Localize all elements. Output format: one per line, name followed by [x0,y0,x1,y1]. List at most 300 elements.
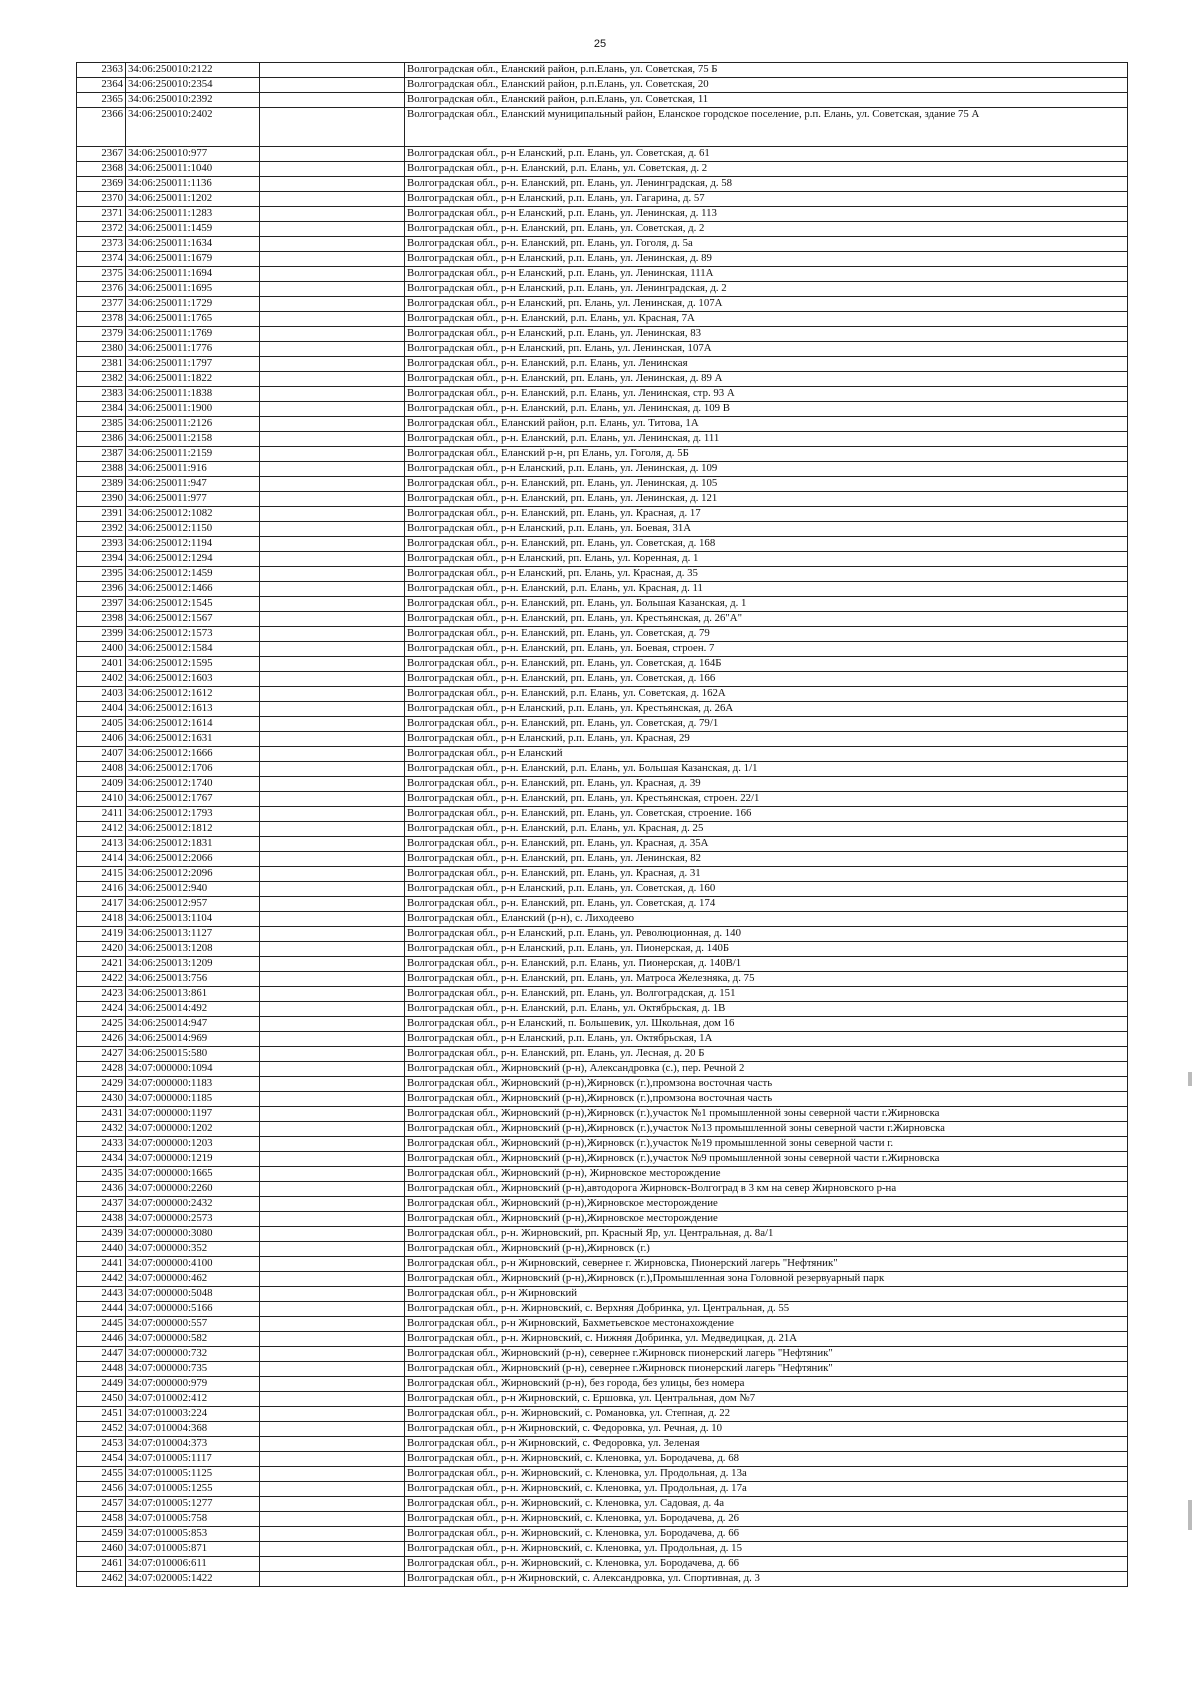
empty-cell [260,1047,405,1062]
empty-cell [260,522,405,537]
row-number: 2408 [77,762,126,777]
table-row [77,957,1128,972]
empty-cell [260,1572,405,1587]
table-row [77,1182,1128,1197]
table-row [77,462,1128,477]
empty-cell [260,1062,405,1077]
address: Волгоградская обл., р-н. Жирновский, с. Кленовка, ул. Бородачева, д. 26 [405,1512,1128,1527]
empty-cell [260,222,405,237]
table-row [77,1527,1128,1542]
address: Волгоградская обл., р-н. Еланский, рп. Елань, ул. Крестьянская, строен. 22/1 [405,792,1128,807]
row-number: 2371 [77,207,126,222]
cadastral-number: 34:06:250012:1466 [126,582,260,597]
table-row [77,867,1128,882]
address: Волгоградская обл., р-н. Еланский, р.п. Елань, ул. Красная, д. 11 [405,582,1128,597]
empty-cell [260,1377,405,1392]
address: Волгоградская обл., р-н Еланский, рп. Елань, ул. Ленинская, д. 107А [405,297,1128,312]
row-number: 2379 [77,327,126,342]
table-row [77,1227,1128,1242]
address: Волгоградская обл., р-н Жирновский [405,1287,1128,1302]
row-number: 2427 [77,1047,126,1062]
empty-cell [260,237,405,252]
row-number: 2453 [77,1437,126,1452]
table-row [77,1167,1128,1182]
row-number: 2441 [77,1257,126,1272]
cadastral-number: 34:06:250013:861 [126,987,260,1002]
address: Волгоградская обл., Еланский район, р.п.Елань, ул. Советская, 11 [405,93,1128,108]
address: Волгоградская обл., р-н. Еланский, рп. Елань, ул. Красная, д. 35А [405,837,1128,852]
cadastral-number: 34:07:010005:1277 [126,1497,260,1512]
row-number: 2422 [77,972,126,987]
cadastral-number: 34:06:250012:940 [126,882,260,897]
cadastral-number: 34:07:010005:1117 [126,1452,260,1467]
empty-cell [260,1407,405,1422]
address: Волгоградская обл., р-н. Еланский, р.п. Елань, ул. Ленинская, д. 109 В [405,402,1128,417]
table-row [77,912,1128,927]
empty-cell [260,1422,405,1437]
address: Волгоградская обл., р-н Еланский, р.п. Елань, ул. Ленинская, д. 109 [405,462,1128,477]
empty-cell [260,1092,405,1107]
table-row [77,237,1128,252]
empty-cell [260,1542,405,1557]
address: Волгоградская обл., р-н Еланский, р.п. Елань, ул. Советская, д. 160 [405,882,1128,897]
table-row [77,612,1128,627]
registry-table-body [77,63,1128,1587]
cadastral-number: 34:06:250011:2126 [126,417,260,432]
table-row [77,702,1128,717]
row-number: 2450 [77,1392,126,1407]
empty-cell [260,552,405,567]
empty-cell [260,1392,405,1407]
row-number: 2398 [77,612,126,627]
address: Волгоградская обл., р-н. Жирновский, рп. Красный Яр, ул. Центральная, д. 8а/1 [405,1227,1128,1242]
table-row [77,672,1128,687]
empty-cell [260,672,405,687]
cadastral-number: 34:06:250011:1900 [126,402,260,417]
empty-cell [260,1497,405,1512]
empty-cell [260,507,405,522]
row-number: 2415 [77,867,126,882]
row-number: 2414 [77,852,126,867]
address: Волгоградская обл., р-н. Еланский, рп. Елань, ул. Советская, д. 174 [405,897,1128,912]
row-number: 2434 [77,1152,126,1167]
empty-cell [260,1302,405,1317]
empty-cell [260,882,405,897]
row-number: 2430 [77,1092,126,1107]
cadastral-number: 34:06:250012:1082 [126,507,260,522]
cadastral-number: 34:06:250011:947 [126,477,260,492]
table-row [77,1107,1128,1122]
row-number: 2400 [77,642,126,657]
row-number: 2421 [77,957,126,972]
row-number: 2386 [77,432,126,447]
table-row [77,597,1128,612]
row-number: 2393 [77,537,126,552]
address: Волгоградская обл., р-н. Еланский, рп. Елань, ул. Крестьянская, д. 26"А" [405,612,1128,627]
empty-cell [260,1197,405,1212]
address: Волгоградская обл., р-н. Еланский, рп. Елань, ул. Большая Казанская, д. 1 [405,597,1128,612]
address: Волгоградская обл., Еланский район, р.п. Елань, ул. Титова, 1А [405,417,1128,432]
cadastral-number: 34:06:250011:1695 [126,282,260,297]
cadastral-number: 34:07:000000:3080 [126,1227,260,1242]
address: Волгоградская обл., Жирновский (р-н), без города, без улицы, без номера [405,1377,1128,1392]
cadastral-number: 34:06:250012:1612 [126,687,260,702]
empty-cell [260,1437,405,1452]
row-number: 2384 [77,402,126,417]
empty-cell [260,1287,405,1302]
address: Волгоградская обл., р-н Еланский, р.п. Елань, ул. Пионерская, д. 140Б [405,942,1128,957]
table-row [77,582,1128,597]
row-number: 2459 [77,1527,126,1542]
address: Волгоградская обл., р-н. Еланский, рп. Елань, ул. Ленинская, 82 [405,852,1128,867]
table-row [77,1377,1128,1392]
address: Волгоградская обл., р-н. Еланский, рп. Елань, ул. Матроса Железняка, д. 75 [405,972,1128,987]
empty-cell [260,987,405,1002]
address: Волгоградская обл., Жирновский (р-н),Жирновск (г.) [405,1242,1128,1257]
row-number: 2390 [77,492,126,507]
cadastral-number: 34:07:000000:2260 [126,1182,260,1197]
table-row [77,1332,1128,1347]
row-number: 2380 [77,342,126,357]
row-number: 2368 [77,162,126,177]
empty-cell [260,792,405,807]
table-row [77,1452,1128,1467]
empty-cell [260,1002,405,1017]
row-number: 2363 [77,63,126,78]
empty-cell [260,93,405,108]
table-row [77,387,1128,402]
row-number: 2365 [77,93,126,108]
empty-cell [260,267,405,282]
empty-cell [260,1137,405,1152]
cadastral-number: 34:07:000000:1185 [126,1092,260,1107]
address: Волгоградская обл., Жирновский (р-н),Жирновск (г.),Промышленная зона Головной резервуарный парк [405,1272,1128,1287]
table-row [77,147,1128,162]
empty-cell [260,78,405,93]
table-row [77,1572,1128,1587]
row-number: 2447 [77,1347,126,1362]
cadastral-number: 34:07:000000:1203 [126,1137,260,1152]
table-row [77,567,1128,582]
cadastral-number: 34:06:250011:916 [126,462,260,477]
empty-cell [260,1272,405,1287]
address: Волгоградская обл., р-н Жирновский, с. Федоровка, ул. Зеленая [405,1437,1128,1452]
table-row [77,417,1128,432]
cadastral-number: 34:06:250012:957 [126,897,260,912]
cadastral-number: 34:06:250015:580 [126,1047,260,1062]
address: Волгоградская обл., Жирновский (р-н),Жирновск (г.),промзона восточная часть [405,1092,1128,1107]
address: Волгоградская обл., р-н. Еланский, рп. Елань, ул. Советская, д. 2 [405,222,1128,237]
empty-cell [260,642,405,657]
cadastral-number: 34:06:250012:1613 [126,702,260,717]
row-number: 2378 [77,312,126,327]
address: Волгоградская обл., р-н. Еланский, р.п. Елань, ул. Ленинская, стр. 93 А [405,387,1128,402]
cadastral-number: 34:06:250012:2096 [126,867,260,882]
empty-cell [260,1032,405,1047]
address: Волгоградская обл., р-н Жирновский, с. Федоровка, ул. Речная, д. 10 [405,1422,1128,1437]
address: Волгоградская обл., р-н. Еланский, рп. Елань, ул. Красная, д. 39 [405,777,1128,792]
empty-cell [260,447,405,462]
row-number: 2432 [77,1122,126,1137]
row-number: 2402 [77,672,126,687]
cadastral-number: 34:07:010005:871 [126,1542,260,1557]
table-row [77,357,1128,372]
row-number: 2387 [77,447,126,462]
row-number: 2440 [77,1242,126,1257]
cadastral-number: 34:07:000000:557 [126,1317,260,1332]
table-row [77,807,1128,822]
table-row [77,1422,1128,1437]
empty-cell [260,1347,405,1362]
address: Волгоградская обл., Жирновский (р-н),Жирновское месторождение [405,1212,1128,1227]
cadastral-number: 34:06:250011:1634 [126,237,260,252]
table-row [77,372,1128,387]
table-row [77,432,1128,447]
empty-cell [260,927,405,942]
row-number: 2411 [77,807,126,822]
cadastral-number: 34:06:250011:1822 [126,372,260,387]
table-row [77,897,1128,912]
cadastral-number: 34:06:250010:2402 [126,108,260,147]
empty-cell [260,582,405,597]
empty-cell [260,1107,405,1122]
row-number: 2456 [77,1482,126,1497]
table-row [77,1122,1128,1137]
address: Волгоградская обл., Жирновский (р-н), севернее г.Жирновск пионерский лагерь "Нефтяник" [405,1362,1128,1377]
empty-cell [260,762,405,777]
table-row [77,1137,1128,1152]
address: Волгоградская обл., Жирновский (р-н),Жирновск (г.),участок №9 промышленной зоны северной части г.Жирновска [405,1152,1128,1167]
empty-cell [260,1182,405,1197]
row-number: 2457 [77,1497,126,1512]
table-row [77,537,1128,552]
row-number: 2443 [77,1287,126,1302]
address: Волгоградская обл., р-н. Еланский, рп. Елань, ул. Советская, д. 166 [405,672,1128,687]
table-row [77,882,1128,897]
table-row [77,972,1128,987]
row-number: 2403 [77,687,126,702]
cadastral-number: 34:07:010005:758 [126,1512,260,1527]
empty-cell [260,297,405,312]
table-row [77,927,1128,942]
table-row [77,987,1128,1002]
table-row [77,477,1128,492]
table-row [77,942,1128,957]
empty-cell [260,537,405,552]
row-number: 2376 [77,282,126,297]
row-number: 2438 [77,1212,126,1227]
table-row [77,78,1128,93]
address: Волгоградская обл., Еланский р-н, рп Елань, ул. Гоголя, д. 5Б [405,447,1128,462]
table-row [77,1212,1128,1227]
cadastral-number: 34:06:250012:1603 [126,672,260,687]
row-number: 2373 [77,237,126,252]
table-row [77,1392,1128,1407]
cadastral-number: 34:06:250011:1040 [126,162,260,177]
cadastral-number: 34:06:250012:1595 [126,657,260,672]
cadastral-number: 34:06:250012:1459 [126,567,260,582]
row-number: 2405 [77,717,126,732]
row-number: 2388 [77,462,126,477]
empty-cell [260,177,405,192]
table-row [77,657,1128,672]
address: Волгоградская обл., р-н. Жирновский, с. Верхняя Добринка, ул. Центральная, д. 55 [405,1302,1128,1317]
row-number: 2461 [77,1557,126,1572]
cadastral-number: 34:07:000000:1202 [126,1122,260,1137]
row-number: 2442 [77,1272,126,1287]
row-number: 2406 [77,732,126,747]
address: Волгоградская обл., р-н. Еланский, рп. Елань, ул. Боевая, строен. 7 [405,642,1128,657]
address: Волгоградская обл., р-н Еланский, рп. Елань, ул. Красная, д. 35 [405,567,1128,582]
row-number: 2416 [77,882,126,897]
table-row [77,1197,1128,1212]
row-number: 2394 [77,552,126,567]
address: Волгоградская обл., Еланский муниципальный район, Еланское городское поселение, р.п. Елань, ул. Советская, здание 75 А [405,108,1128,147]
registry-table [76,62,1128,1587]
table-row [77,1317,1128,1332]
table-row [77,282,1128,297]
address: Волгоградская обл., р-н Жирновский, с. Ершовка, ул. Центральная, дом №7 [405,1392,1128,1407]
row-number: 2399 [77,627,126,642]
cadastral-number: 34:06:250011:1838 [126,387,260,402]
empty-cell [260,567,405,582]
table-row [77,1437,1128,1452]
cadastral-number: 34:06:250014:947 [126,1017,260,1032]
table-row [77,777,1128,792]
address: Волгоградская обл., р-н. Жирновский, с. Кленовка, ул. Бородачева, д. 66 [405,1557,1128,1572]
empty-cell [260,1017,405,1032]
cadastral-number: 34:06:250011:1797 [126,357,260,372]
address: Волгоградская обл., р-н. Еланский, р.п. Елань, ул. Октябрьская, д. 1В [405,1002,1128,1017]
row-number: 2389 [77,477,126,492]
table-row [77,1152,1128,1167]
empty-cell [260,462,405,477]
row-number: 2436 [77,1182,126,1197]
empty-cell [260,912,405,927]
row-number: 2428 [77,1062,126,1077]
cadastral-number: 34:06:250013:1104 [126,912,260,927]
address: Волгоградская обл., Жирновский (р-н),Жирновск (г.),участок №13 промышленной зоны северной части г.Жирновска [405,1122,1128,1137]
empty-cell [260,1512,405,1527]
address: Волгоградская обл., Еланский район, р.п.Елань, ул. Советская, 20 [405,78,1128,93]
table-row [77,327,1128,342]
table-row [77,252,1128,267]
row-number: 2418 [77,912,126,927]
row-number: 2462 [77,1572,126,1587]
empty-cell [260,1077,405,1092]
row-number: 2364 [77,78,126,93]
cadastral-number: 34:07:000000:4100 [126,1257,260,1272]
row-number: 2460 [77,1542,126,1557]
address: Волгоградская обл., р-н. Еланский, р.п. Елань, ул. Большая Казанская, д. 1/1 [405,762,1128,777]
table-row [77,342,1128,357]
empty-cell [260,252,405,267]
empty-cell [260,897,405,912]
address: Волгоградская обл., р-н. Еланский, р.п. Елань, ул. Красная, д. 25 [405,822,1128,837]
address: Волгоградская обл., р-н. Еланский, рп. Елань, ул. Ленинская, д. 89 А [405,372,1128,387]
table-row [77,732,1128,747]
table-row [77,1287,1128,1302]
page-number: 25 [593,38,607,50]
cadastral-number: 34:06:250012:1666 [126,747,260,762]
cadastral-number: 34:07:010004:373 [126,1437,260,1452]
row-number: 2431 [77,1107,126,1122]
empty-cell [260,207,405,222]
empty-cell [260,1332,405,1347]
empty-cell [260,627,405,642]
address: Волгоградская обл., р-н. Жирновский, с. Кленовка, ул. Продольная, д. 17а [405,1482,1128,1497]
table-row [77,222,1128,237]
address: Волгоградская обл., р-н. Жирновский, с. Кленовка, ул. Продольная, д. 13а [405,1467,1128,1482]
address: Волгоградская обл., Жирновский (р-н),Жирновск (г.),промзона восточная часть [405,1077,1128,1092]
cadastral-number: 34:07:000000:735 [126,1362,260,1377]
cadastral-number: 34:07:000000:352 [126,1242,260,1257]
row-number: 2445 [77,1317,126,1332]
row-number: 2392 [77,522,126,537]
empty-cell [260,1482,405,1497]
row-number: 2410 [77,792,126,807]
cadastral-number: 34:06:250012:1631 [126,732,260,747]
empty-cell [260,1167,405,1182]
row-number: 2448 [77,1362,126,1377]
address: Волгоградская обл., р-н Еланский, р.п. Елань, ул. Гагарина, д. 57 [405,192,1128,207]
empty-cell [260,108,405,147]
address: Волгоградская обл., р-н Еланский, рп. Елань, ул. Ленинская, 107А [405,342,1128,357]
address: Волгоградская обл., Жирновский (р-н), Жирновское месторождение [405,1167,1128,1182]
address: Волгоградская обл., Жирновский (р-н), Александровка (с.), пер. Речной 2 [405,1062,1128,1077]
address: Волгоградская обл., р-н Еланский, п. Большевик, ул. Школьная, дом 16 [405,1017,1128,1032]
address: Волгоградская обл., р-н. Еланский, р.п. Елань, ул. Ленинская, д. 111 [405,432,1128,447]
cadastral-number: 34:06:250012:1150 [126,522,260,537]
row-number: 2369 [77,177,126,192]
empty-cell [260,597,405,612]
cadastral-number: 34:06:250012:1573 [126,627,260,642]
cadastral-number: 34:07:000000:2573 [126,1212,260,1227]
cadastral-number: 34:06:250011:2159 [126,447,260,462]
address: Волгоградская обл., р-н. Еланский, р.п. Елань, ул. Красная, 7А [405,312,1128,327]
table-row [77,507,1128,522]
row-number: 2372 [77,222,126,237]
row-number: 2444 [77,1302,126,1317]
row-number: 2366 [77,108,126,147]
cadastral-number: 34:06:250010:2392 [126,93,260,108]
address: Волгоградская обл., р-н. Жирновский, с. Кленовка, ул. Бородачева, д. 68 [405,1452,1128,1467]
row-number: 2419 [77,927,126,942]
row-number: 2383 [77,387,126,402]
cadastral-number: 34:06:250013:1209 [126,957,260,972]
row-number: 2375 [77,267,126,282]
address: Волгоградская обл., р-н. Еланский, р.п. Елань, ул. Ленинская [405,357,1128,372]
address: Волгоградская обл., р-н Еланский, р.п. Елань, ул. Ленинская, 83 [405,327,1128,342]
address: Волгоградская обл., р-н. Жирновский, с. Кленовка, ул. Продольная, д. 15 [405,1542,1128,1557]
table-row [77,162,1128,177]
address: Волгоградская обл., Жирновский (р-н),Жирновск (г.),участок №1 промышленной зоны северной части г.Жирновска [405,1107,1128,1122]
cadastral-number: 34:06:250010:2354 [126,78,260,93]
cadastral-number: 34:07:000000:2432 [126,1197,260,1212]
address: Волгоградская обл., р-н. Еланский, р.п. Елань, ул. Советская, д. 2 [405,162,1128,177]
cadastral-number: 34:06:250014:492 [126,1002,260,1017]
address: Волгоградская обл., Еланский (р-н), с. Лиходеево [405,912,1128,927]
empty-cell [260,1452,405,1467]
empty-cell [260,282,405,297]
cadastral-number: 34:06:250011:1679 [126,252,260,267]
address: Волгоградская обл., р-н Жирновский, Бахметьевское местонахождение [405,1317,1128,1332]
row-number: 2435 [77,1167,126,1182]
table-row [77,1557,1128,1572]
empty-cell [260,1152,405,1167]
empty-cell [260,477,405,492]
address: Волгоградская обл., р-н Жирновский, севернее г. Жирновска, Пионерский лагерь "Нефтяник" [405,1257,1128,1272]
